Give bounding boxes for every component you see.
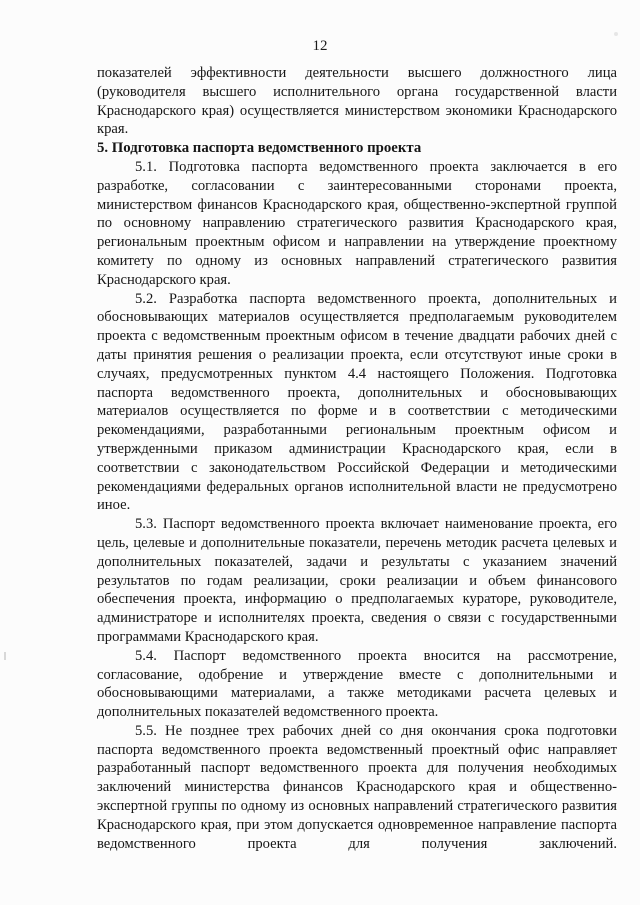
paragraph-5-4: 5.4. Паспорт ведомственного проекта вносится на рассмотрение, согласование, одобрение и утверждение вместе с дополнительными и обосновывающими материалами, а также методиками расчета целевых и дополнительных показателей ведомственного проекта.	[97, 647, 617, 721]
scan-speck	[614, 32, 618, 36]
document-body	[97, 64, 617, 853]
intro-paragraph: показателей эффективности деятельности высшего должностного лица (руководителя высшего исполнительного органа государственной власти Краснодарского края) осуществляется министерством экономики Краснодарского края.	[97, 65, 617, 138]
scan-margin-mark	[4, 652, 6, 660]
paragraph-5-2: 5.2. Разработка паспорта ведомственного проекта, дополнительных и обосновывающих материалов осуществляется предполагаемым руководителем проекта с ведомственным проектным офисом в течение двадцати рабочих дней с даты принятия решения о реализации проекта, если отсутствуют иные сроки в случаях, предусмотренных пунктом 4.4 настоящего Положения. Подготовка паспорта ведомственного проекта, дополнительных и обосновывающих материалов осуществляется по форме и в соответствии с методическими рекомендациями, разработанными региональным проектным офисом и утвержденными приказом администрации Краснодарского края, если в соответствии с законодательством Российской Федерации и методическими рекомендациями федеральных органов исполнительной власти не предусмотрено иное.	[97, 290, 617, 514]
paragraph-5-1: 5.1. Подготовка паспорта ведомственного проекта заключается в его разработке, согласовании с заинтересованными сторонами проекта, министерством финансов Краснодарского края, общественно-экспертной группой по основному направлению стратегического развития Краснодарского края, региональным проектным офисом и направлении на утверждение проектному комитету по одному из основных направлений стратегического развития Краснодарского края.	[97, 158, 617, 288]
page-number: 12	[312, 38, 328, 54]
paragraph-5-5: 5.5. Не позднее трех рабочих дней со дня окончания срока подготовки паспорта ведомственного проекта ведомственный проектный офис направляет разработанный паспорт ведомственного проекта для получения необходимых заключений министерства финансов Краснодарского края и общественно-экспертной группы по одному из основных направлений стратегического развития Краснодарского края, при этом допускается одновременное направление паспорта ведомственного проекта для получения заключений.	[97, 722, 617, 852]
paragraph-5-3: 5.3. Паспорт ведомственного проекта включает наименование проекта, его цель, целевые и дополнительные показатели, перечень методик расчета целевых и дополнительных показателей, задачи и результаты с указанием значений результатов по годам реализации, сроки реализации и объем финансового обеспечения проекта, информацию о предполагаемых кураторе, руководителе, администраторе и исполнителях проекта, сведения о связи с государственными программами Краснодарского края.	[97, 516, 617, 645]
section-heading: 5. Подготовка паспорта ведомственного проекта	[97, 140, 422, 157]
